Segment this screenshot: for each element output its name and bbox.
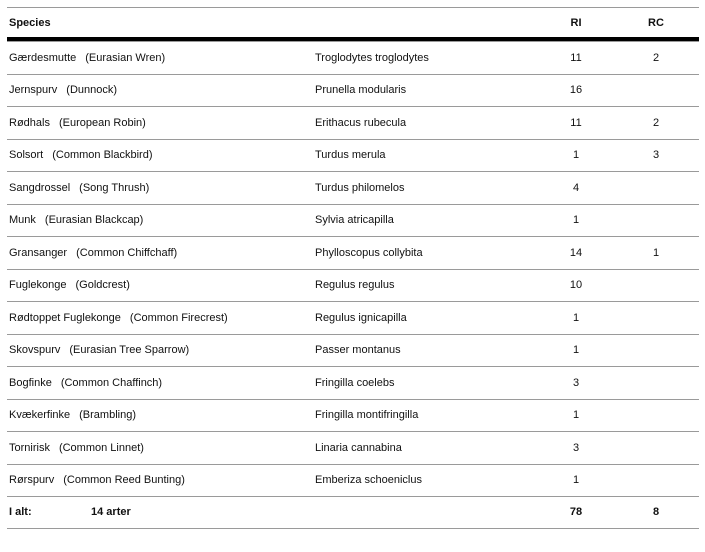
ri-value: 14 bbox=[569, 246, 583, 259]
species-name-cell bbox=[9, 335, 189, 367]
rc-value bbox=[627, 172, 685, 204]
ri-value: 1 bbox=[572, 409, 580, 422]
rc-value: 1 bbox=[652, 246, 660, 259]
danish-name: Munk bbox=[9, 214, 36, 227]
species-name-cell bbox=[9, 465, 185, 497]
english-name: (Common Reed Bunting) bbox=[63, 474, 185, 487]
ri-value: 16 bbox=[569, 84, 583, 97]
species-name-cell bbox=[9, 367, 162, 399]
rc-value: 3 bbox=[652, 149, 660, 162]
species-name-cell bbox=[9, 237, 177, 269]
english-name: (Brambling) bbox=[79, 409, 136, 422]
latin-name: Emberiza schoeniclus bbox=[315, 474, 422, 487]
species-name-cell bbox=[9, 75, 117, 107]
ri-value: 1 bbox=[572, 149, 580, 162]
species-name-cell bbox=[9, 205, 143, 237]
english-name: (Eurasian Blackcap) bbox=[44, 214, 144, 227]
rc-value bbox=[627, 432, 685, 464]
latin-name: Fringilla coelebs bbox=[315, 376, 395, 389]
english-name: (Eurasian Wren) bbox=[85, 51, 166, 64]
table-row bbox=[7, 171, 699, 204]
latin-name: Phylloscopus collybita bbox=[315, 246, 423, 259]
table-row bbox=[7, 236, 699, 269]
total-species-count: 14 arter bbox=[91, 506, 131, 519]
rc-value: 2 bbox=[652, 51, 660, 64]
species-name-cell bbox=[9, 270, 130, 302]
danish-name: Gransanger bbox=[9, 246, 68, 259]
species-name-cell bbox=[9, 172, 149, 204]
ri-value: 3 bbox=[572, 441, 580, 454]
total-rc: 8 bbox=[652, 506, 660, 519]
rc-value bbox=[627, 270, 685, 302]
danish-name: Fuglekonge bbox=[9, 279, 67, 292]
table-row bbox=[7, 139, 699, 172]
ri-value: 11 bbox=[570, 51, 582, 64]
english-name: (European Robin) bbox=[58, 116, 146, 129]
table-row bbox=[7, 41, 699, 74]
total-ri: 78 bbox=[569, 506, 583, 519]
latin-name: Fringilla montifringilla bbox=[315, 409, 419, 422]
english-name: (Common Linnet) bbox=[58, 441, 144, 454]
danish-name: Sangdrossel bbox=[9, 181, 71, 194]
header-rc: RC bbox=[648, 16, 664, 29]
table-row bbox=[7, 204, 699, 237]
species-name-cell bbox=[9, 140, 153, 172]
latin-name: Turdus philomelos bbox=[315, 181, 405, 194]
species-name-cell bbox=[9, 42, 165, 74]
table-row bbox=[7, 366, 699, 399]
latin-name: Linaria cannabina bbox=[315, 441, 402, 454]
rc-value bbox=[627, 400, 685, 432]
table-row bbox=[7, 431, 699, 464]
english-name: (Song Thrush) bbox=[79, 181, 150, 194]
table-row bbox=[7, 106, 699, 139]
ri-value: 1 bbox=[572, 474, 580, 487]
ri-value: 1 bbox=[572, 214, 580, 227]
english-name: (Common Blackbird) bbox=[52, 149, 153, 162]
rc-value bbox=[627, 302, 685, 334]
rc-value bbox=[627, 335, 685, 367]
species-name-cell bbox=[9, 107, 146, 139]
latin-name: Turdus merula bbox=[315, 149, 386, 162]
rc-value bbox=[627, 367, 685, 399]
danish-name: Rødtoppet Fuglekonge bbox=[9, 311, 121, 324]
english-name: (Eurasian Tree Sparrow) bbox=[69, 344, 190, 357]
latin-name: Troglodytes troglodytes bbox=[315, 51, 429, 64]
danish-name: Bogfinke bbox=[9, 376, 52, 389]
english-name: (Common Chaffinch) bbox=[60, 376, 163, 389]
species-name-cell bbox=[9, 400, 136, 432]
table-row bbox=[7, 74, 699, 107]
ri-value: 4 bbox=[572, 181, 580, 194]
table-header bbox=[7, 7, 699, 41]
english-name: (Common Firecrest) bbox=[129, 311, 228, 324]
rc-value bbox=[627, 75, 685, 107]
danish-name: Rørspurv bbox=[9, 474, 55, 487]
species-name-cell bbox=[9, 302, 228, 334]
danish-name: Jernspurv bbox=[9, 84, 58, 97]
danish-name: Kvækerfinke bbox=[9, 409, 71, 422]
latin-name: Sylvia atricapilla bbox=[315, 214, 394, 227]
total-label: I alt: bbox=[9, 506, 32, 519]
table-total-row bbox=[7, 496, 699, 529]
header-species: Species bbox=[9, 16, 51, 29]
latin-name: Regulus ignicapilla bbox=[315, 311, 407, 324]
rc-value: 2 bbox=[652, 116, 660, 129]
table-row bbox=[7, 399, 699, 432]
ri-value: 10 bbox=[569, 279, 583, 292]
rc-value bbox=[627, 465, 685, 497]
rc-value bbox=[627, 205, 685, 237]
latin-name: Erithacus rubecula bbox=[315, 116, 407, 129]
header-ri: RI bbox=[570, 16, 582, 29]
species-name-cell bbox=[9, 432, 144, 464]
danish-name: Rødhals bbox=[9, 116, 50, 129]
ri-value: 1 bbox=[572, 311, 580, 324]
latin-name: Prunella modularis bbox=[315, 84, 407, 97]
danish-name: Gærdesmutte bbox=[9, 51, 77, 64]
danish-name: Solsort bbox=[9, 149, 44, 162]
species-table bbox=[7, 7, 699, 529]
danish-name: Tornirisk bbox=[9, 441, 50, 454]
table-row bbox=[7, 269, 699, 302]
danish-name: Skovspurv bbox=[9, 344, 61, 357]
english-name: (Common Chiffchaff) bbox=[76, 246, 178, 259]
table-row bbox=[7, 464, 699, 497]
table-body bbox=[7, 41, 699, 496]
ri-value: 11 bbox=[570, 116, 582, 129]
ri-value: 1 bbox=[572, 344, 580, 357]
table-row bbox=[7, 334, 699, 367]
ri-value: 3 bbox=[572, 376, 580, 389]
table-row bbox=[7, 301, 699, 334]
latin-name: Regulus regulus bbox=[315, 279, 395, 292]
english-name: (Goldcrest) bbox=[75, 279, 130, 292]
english-name: (Dunnock) bbox=[66, 84, 118, 97]
latin-name: Passer montanus bbox=[315, 344, 401, 357]
